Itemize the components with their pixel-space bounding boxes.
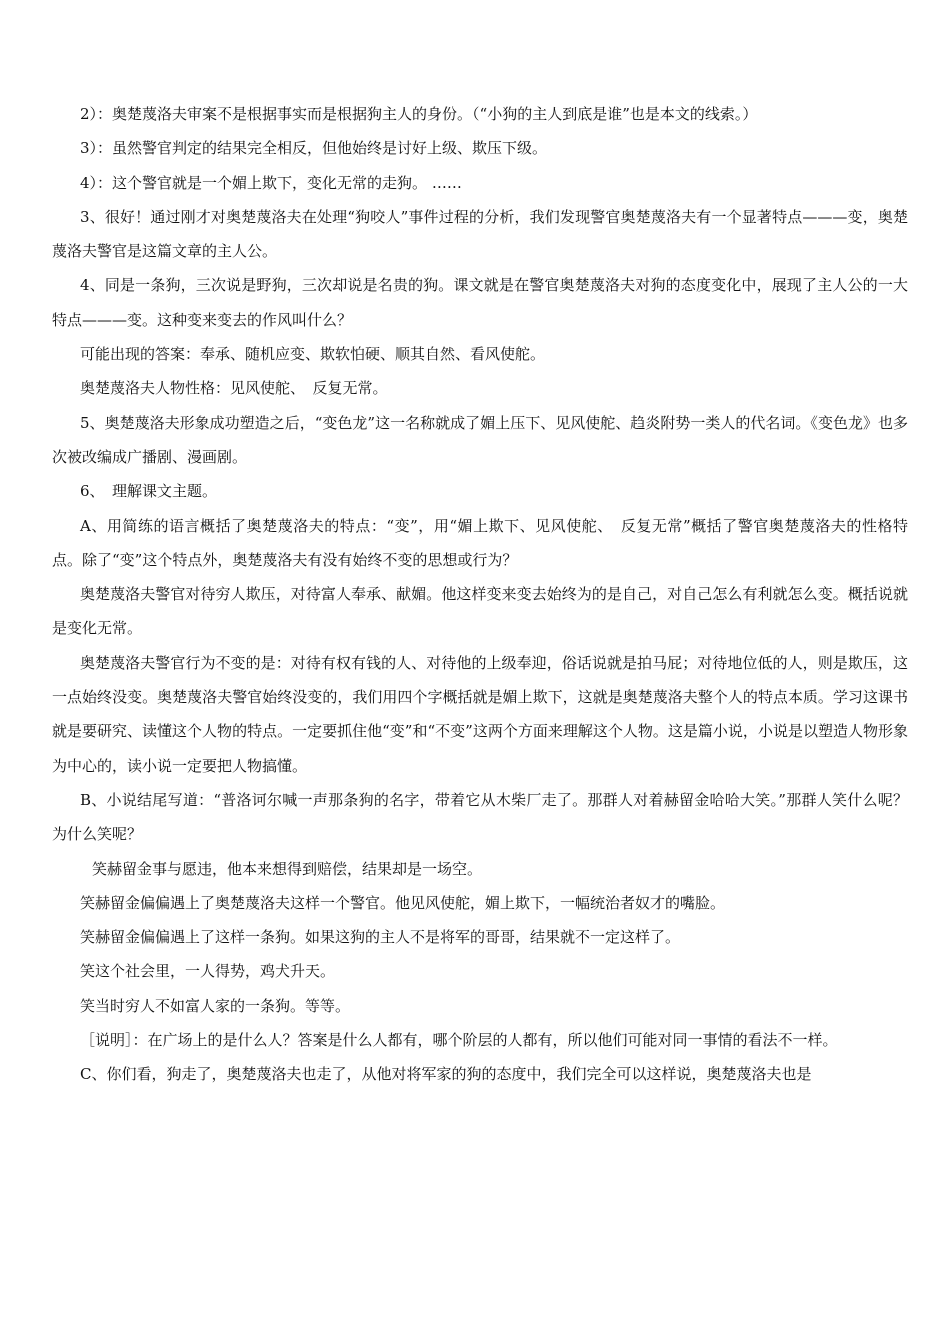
paragraph-13: B、小说结尾写道：“普洛诃尔喊一声那条狗的名字，带着它从木柴厂走了。那群人对着赫留金哈哈大笑。”那群人笑什么呢？为什么笑呢？	[52, 790, 908, 844]
paragraph-19: ［说明］：在广场上的是什么人？答案是什么人都有，哪个阶层的人都有，所以他们可能对同一事情的看法不一样。	[80, 1031, 838, 1050]
paragraph-6: 可能出现的答案：奉承、随机应变、欺软怕硬、顺其自然、看风使舵。	[80, 345, 546, 364]
paragraph-18: 笑当时穷人不如富人家的一条狗。等等。	[80, 996, 351, 1015]
paragraph-16: 笑赫留金偏偏遇上了这样一条狗。如果这狗的主人不是将军的哥哥，结果就不一定这样了。	[80, 928, 681, 947]
paragraph-3: 4）：这个警官就是一个媚上欺下，变化无常的走狗。 ……	[80, 173, 462, 192]
paragraph-4: 3、很好！通过刚才对奥楚蔑洛夫在处理“狗咬人”事件过程的分析，我们发现警官奥楚蔑洛夫有一个显著特点———变，奥楚蔑洛夫警官是这篇文章的主人公。	[52, 207, 908, 261]
paragraph-12: 奥楚蔑洛夫警官行为不变的是：对待有权有钱的人、对待他的上级奉迎，俗话说就是拍马屁；对待地位低的人，则是欺压，这一点始终没变。奥楚蔑洛夫警官始终没变的，我们用四个字概括就是媚上欺下，这就是奥楚蔑洛夫整个人的特点本质。学习这课书就是要研究、读懂这个人物的特点。一定要抓住他“变”和“不变”这两个方面来理解这个人物。这是篇小说，小说是以塑造人物形象为中心的，读小说一定要把人物搞懂。	[52, 653, 908, 775]
paragraph-7: 奥楚蔑洛夫人物性格：见风使舵、 反复无常。	[80, 379, 388, 398]
paragraph-15: 笑赫留金偏偏遇上了奥楚蔑洛夫这样一个警官。他见风使舵，媚上欺下，一幅统治者奴才的嘴脸。	[80, 893, 726, 912]
paragraph-1: 2）：奥楚蔑洛夫审案不是根据事实而是根据狗主人的身份。（“小狗的主人到底是谁”也是本文的线索。）	[80, 105, 758, 123]
paragraph-11: 奥楚蔑洛夫警官对待穷人欺压，对待富人奉承、献媚。他这样变来变去始终为的是自己，对自己怎么有利就怎么变。概括说就是变化无常。	[52, 585, 908, 638]
paragraph-14: 笑赫留金事与愿违，他本来想得到赔偿，结果却是一场空。	[92, 859, 483, 878]
paragraph-2: 3）：虽然警官判定的结果完全相反，但他始终是讨好上级、欺压下级。	[80, 139, 548, 158]
paragraph-8: 5、奥楚蔑洛夫形象成功塑造之后，“变色龙”这一名称就成了媚上压下、见风使舵、趋炎附势一类人的代名词。《变色龙》也多次被改编成广播剧、漫画剧。	[52, 413, 908, 466]
paragraph-5: 4、同是一条狗，三次说是野狗，三次却说是名贵的狗。课文就是在警官奥楚蔑洛夫对狗的态度变化中，展现了主人公的一大特点———变。这种变来变去的作风叫什么？	[52, 276, 908, 329]
paragraph-9: 6、 理解课文主题。	[80, 482, 218, 501]
paragraph-20: C、你们看，狗走了，奥楚蔑洛夫也走了，从他对将军家的狗的态度中，我们完全可以这样说，奥楚蔑洛夫也是	[80, 1065, 812, 1084]
paragraph-10: A、用简练的语言概括了奥楚蔑洛夫的特点：“变”，用“媚上欺下、见风使舵、 反复无常”概括了警官奥楚蔑洛夫的性格特点。除了“变”这个特点外，奥楚蔑洛夫有没有始终不变的思想或行为？	[52, 516, 908, 569]
paragraph-17: 笑这个社会里，一人得势，鸡犬升天。	[80, 962, 336, 981]
